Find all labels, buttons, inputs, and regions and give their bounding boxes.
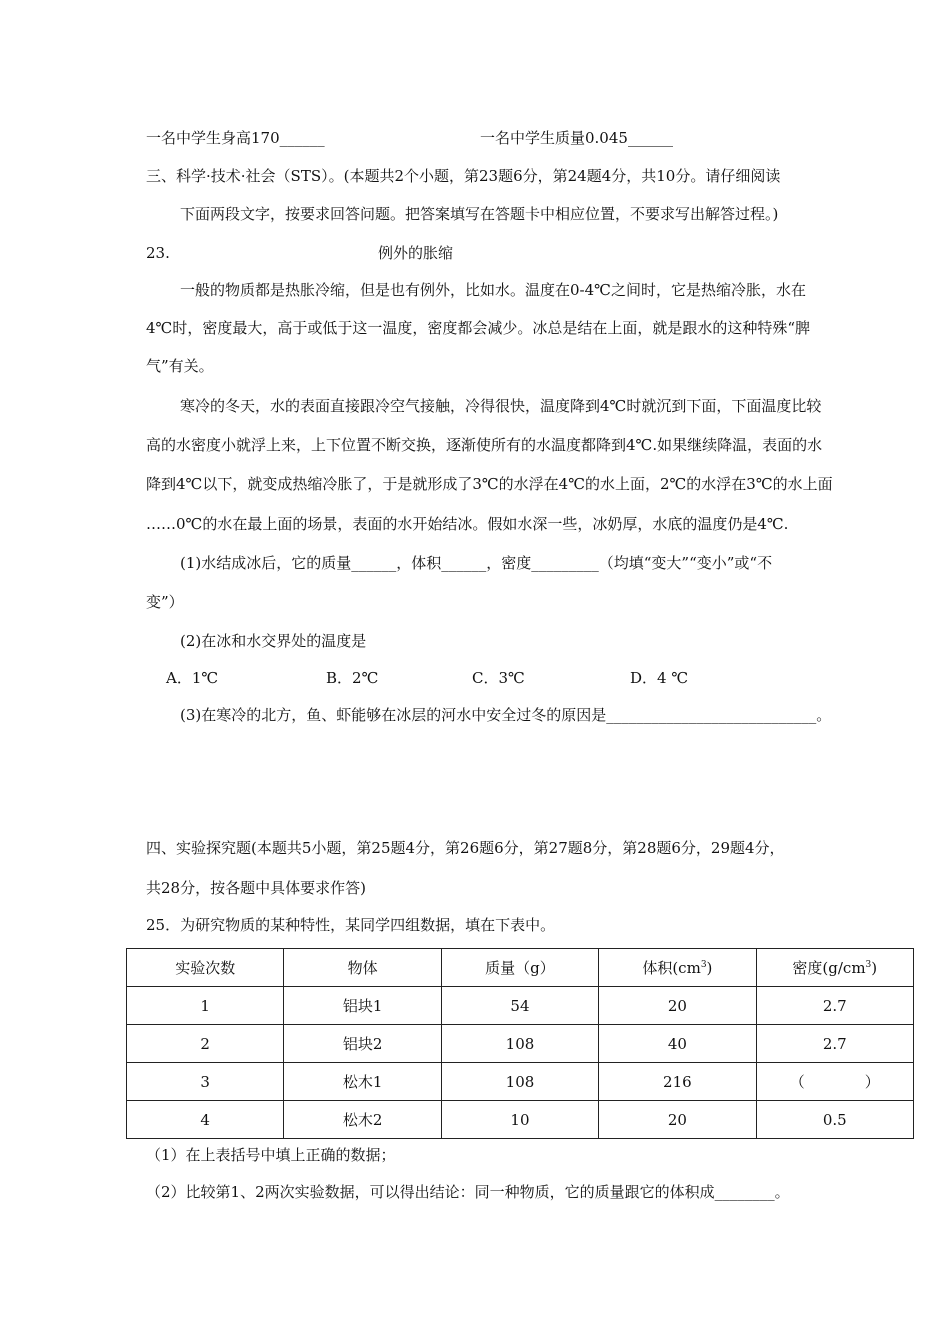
q25-intro: 25．为研究物质的某种特性，某同学四组数据，填在下表中。 bbox=[146, 916, 556, 934]
para2-line2: 高的水密度小就浮上来，上下位置不断交换，逐渐使所有的水温度都降到4℃.如果继续降温，表面的水 bbox=[146, 436, 823, 454]
cell-object: 松木1 bbox=[284, 1063, 441, 1101]
cell-object: 铝块2 bbox=[284, 1025, 441, 1063]
cell-trial: 2 bbox=[127, 1025, 284, 1063]
para2-line3: 降到4℃以下，就变成热缩冷胀了，于是就形成了3℃的水浮在4℃的水上面，2℃的水浮在3℃的水上面 bbox=[146, 475, 833, 493]
cell-trial: 1 bbox=[127, 987, 284, 1025]
section4-heading-cont: 共28分，按各题中具体要求作答) bbox=[146, 879, 366, 897]
q25-sub2: （2）比较第1、2两次实验数据，可以得出结论：同一种物质，它的质量跟它的体积成________。 bbox=[146, 1183, 790, 1201]
cell-volume: 216 bbox=[599, 1063, 756, 1101]
section4-heading: 四、实验探究题(本题共5小题，第25题4分，第26题6分，第27题8分，第28题6分，29题4分， bbox=[146, 839, 785, 857]
header-density: 密度$(g/cm^3)$ bbox=[756, 949, 913, 987]
table-row bbox=[127, 1101, 914, 1139]
q23-sub3: (3)在寒冷的北方，鱼、虾能够在冰层的河水中安全过冬的原因是____________________________。 bbox=[180, 706, 832, 724]
option-d: D．4 ℃ bbox=[630, 669, 689, 687]
cell-mass: 108 bbox=[441, 1025, 598, 1063]
height-question: 一名中学生身高170______ bbox=[146, 129, 325, 147]
q23-sub1: (1)水结成冰后，它的质量______，体积______，密度_________（均填“变大”“变小”或“不 bbox=[180, 554, 773, 572]
para2-line4: ……0℃的水在最上面的场景，表面的水开始结冰。假如水深一些，冰奶厚，水底的温度仍是4℃. bbox=[146, 515, 789, 533]
cell-density: 2.7 bbox=[756, 1025, 913, 1063]
table-row bbox=[127, 1025, 914, 1063]
para1-line1: 一般的物质都是热胀冷缩，但是也有例外，比如水。温度在0-4℃之间时，它是热缩冷胀，水在 bbox=[180, 281, 806, 299]
cell-density: 2.7 bbox=[756, 987, 913, 1025]
table-row bbox=[127, 1063, 914, 1101]
option-b: B．2℃ bbox=[326, 669, 379, 687]
header-mass: 质量（g） bbox=[441, 949, 598, 987]
table-header-row bbox=[127, 949, 914, 987]
cell-trial: 3 bbox=[127, 1063, 284, 1101]
section3-heading-cont: 下面两段文字，按要求回答问题。把答案填写在答题卡中相应位置，不要求写出解答过程。) bbox=[180, 205, 779, 223]
header-object: 物体 bbox=[284, 949, 441, 987]
mass-question: 一名中学生质量0.045______ bbox=[480, 129, 673, 147]
cell-mass: 10 bbox=[441, 1101, 598, 1139]
section3-heading: 三、科学·技术·社会（STS）。(本题共2个小题，第23题6分，第24题4分，共10分。请仔细阅读 bbox=[146, 167, 781, 185]
density-table bbox=[126, 948, 914, 1139]
cell-density: 0.5 bbox=[756, 1101, 913, 1139]
option-a: A．1℃ bbox=[166, 669, 219, 687]
table-row bbox=[127, 987, 914, 1025]
cell-volume: 40 bbox=[599, 1025, 756, 1063]
q25-sub1: （1）在上表括号中填上正确的数据； bbox=[146, 1146, 396, 1164]
para1-line2: 4℃时，密度最大，高于或低于这一温度，密度都会减少。冰总是结在上面，就是跟水的这种特殊“脾 bbox=[146, 319, 810, 337]
para2-line1: 寒冷的冬天，水的表面直接跟冷空气接触，冷得很快，温度降到4℃时就沉到下面，下面温度比较 bbox=[180, 397, 822, 415]
cell-mass: 54 bbox=[441, 987, 598, 1025]
header-volume: 体积$(cm^3)$ bbox=[599, 949, 756, 987]
cell-volume: 20 bbox=[599, 1101, 756, 1139]
para1-line3: 气”有关。 bbox=[146, 357, 214, 375]
cell-volume: 20 bbox=[599, 987, 756, 1025]
cell-mass: 108 bbox=[441, 1063, 598, 1101]
q23-sub2: (2)在冰和水交界处的温度是 bbox=[180, 632, 367, 650]
q23-number: 23. bbox=[146, 244, 170, 262]
cell-density-blank: （ ） bbox=[756, 1063, 913, 1101]
q23-sub1-cont: 变”） bbox=[146, 593, 184, 611]
option-c: C．3℃ bbox=[472, 669, 525, 687]
q23-title: 例外的胀缩 bbox=[378, 244, 454, 262]
header-trial: 实验次数 bbox=[127, 949, 284, 987]
cell-object: 铝块1 bbox=[284, 987, 441, 1025]
cell-object: 松木2 bbox=[284, 1101, 441, 1139]
cell-trial: 4 bbox=[127, 1101, 284, 1139]
